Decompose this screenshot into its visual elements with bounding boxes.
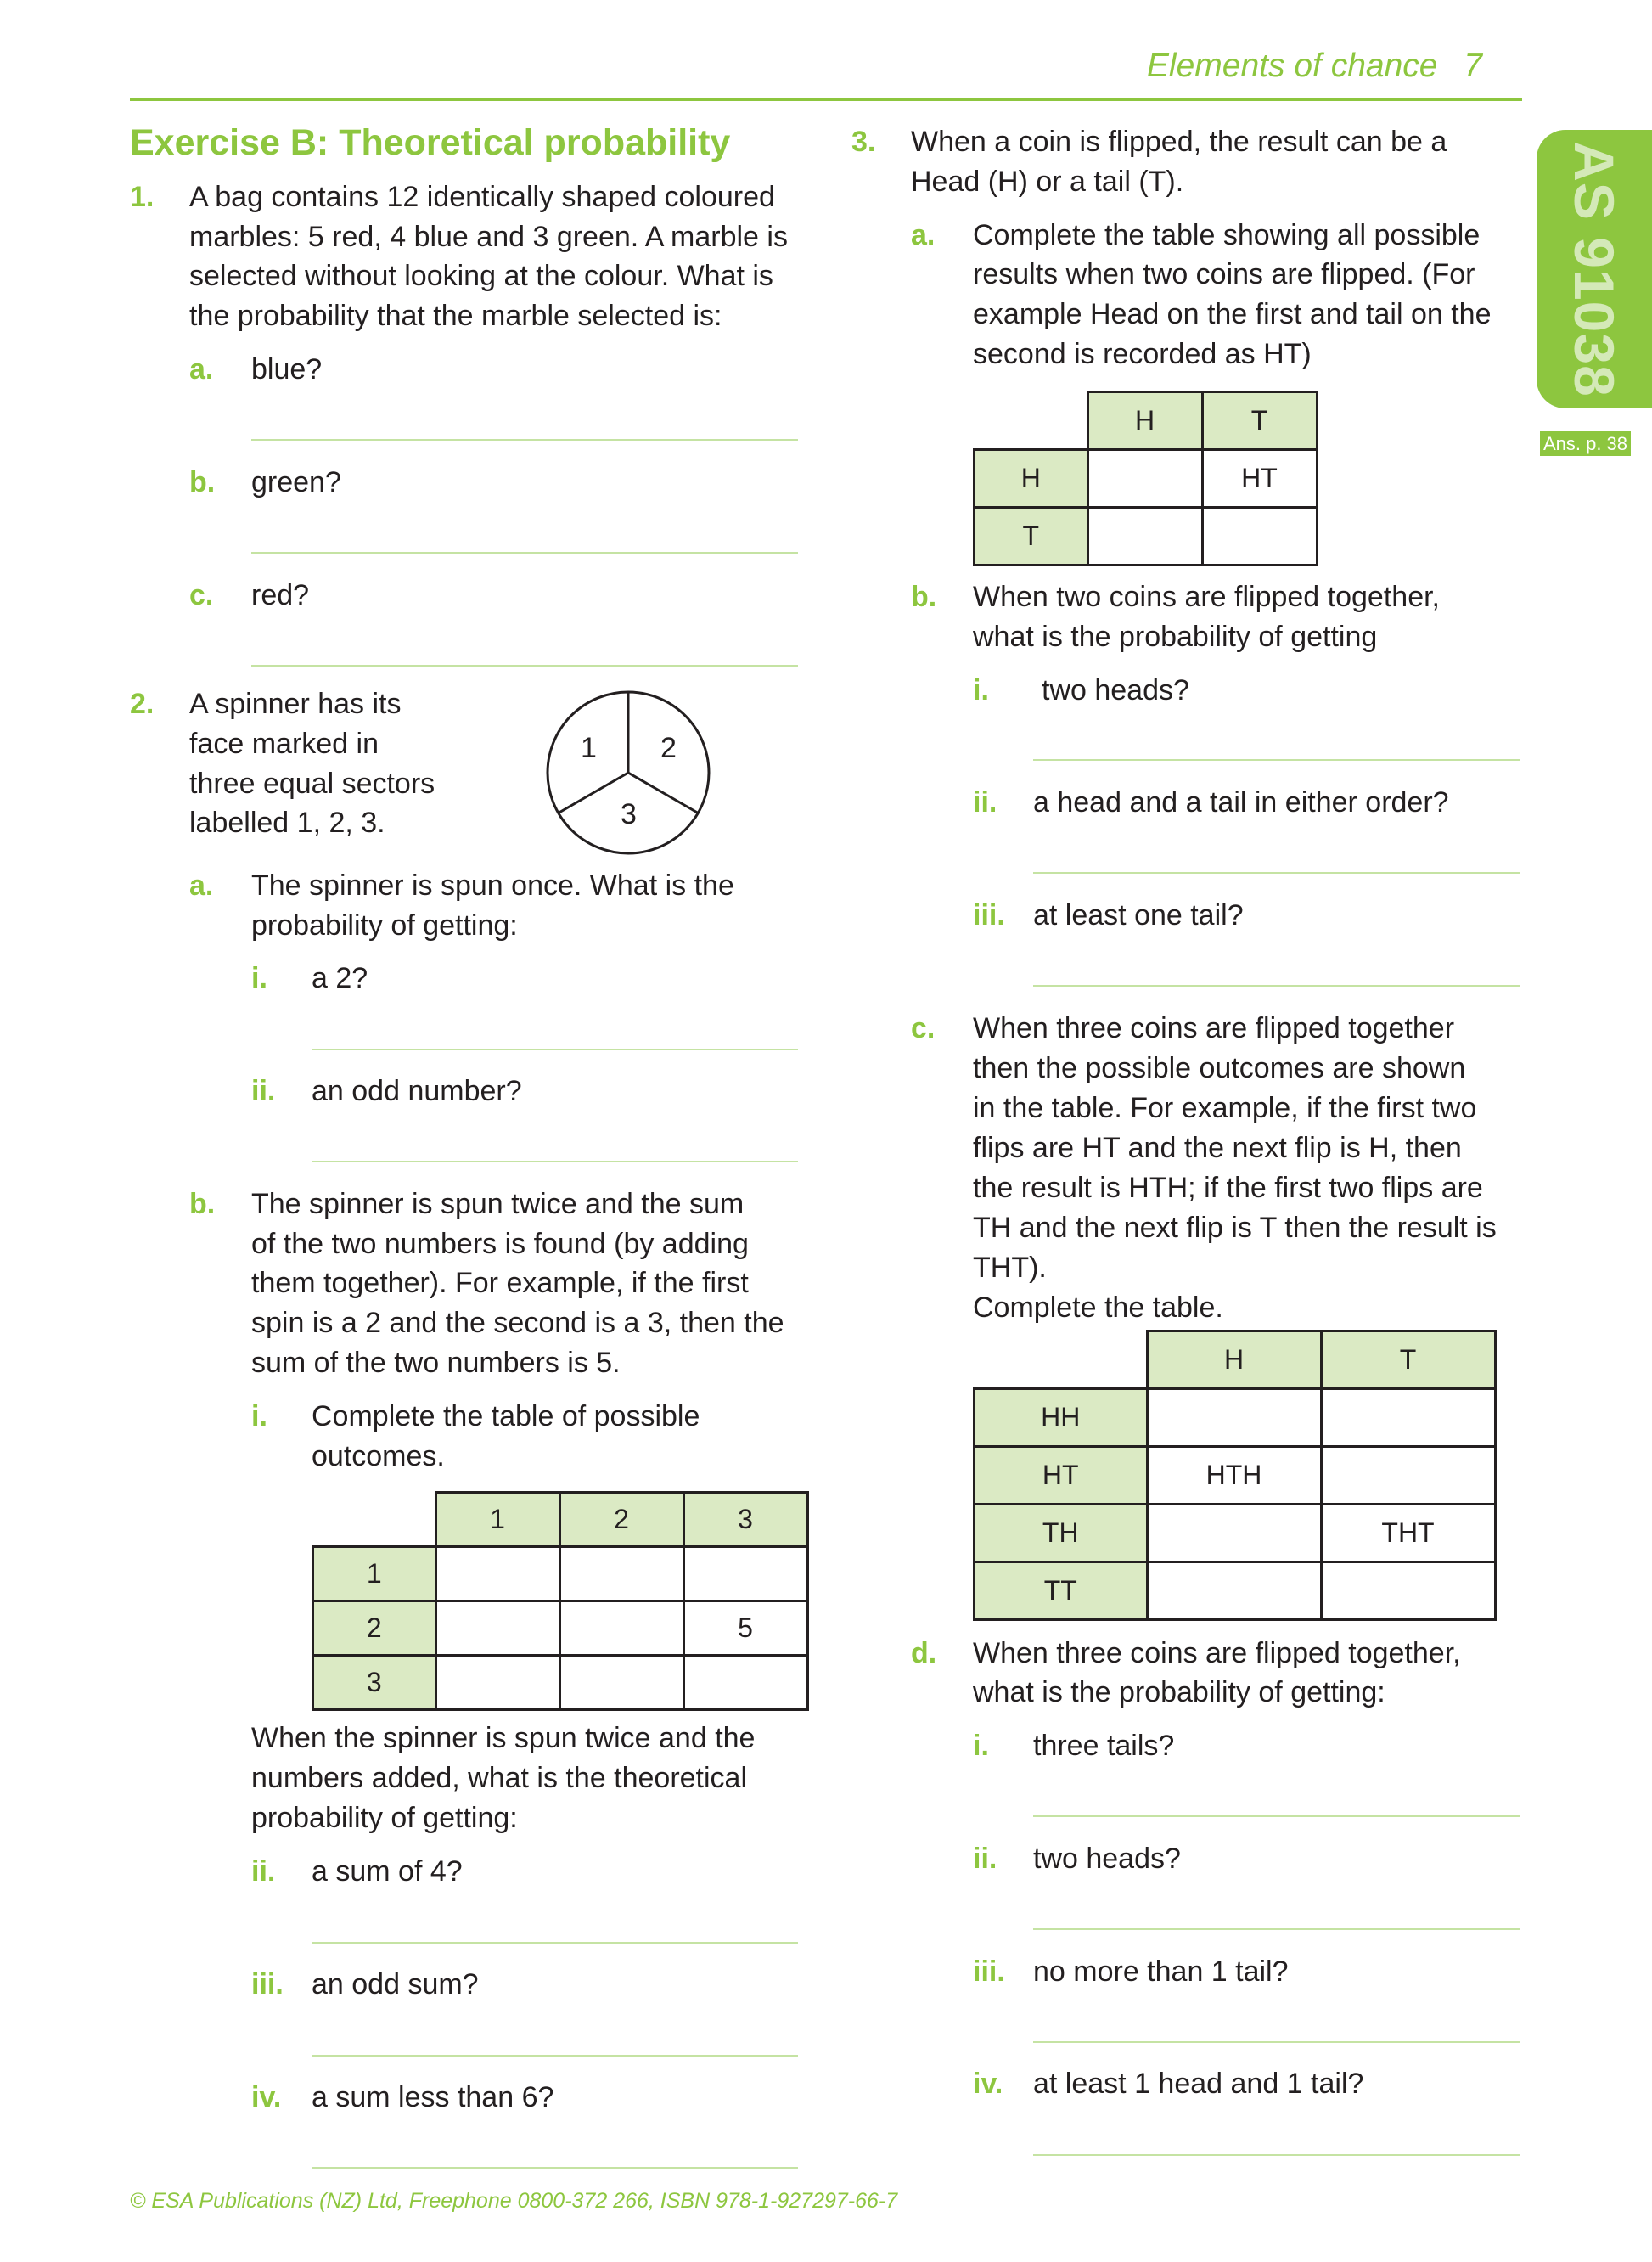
page-number: 7 bbox=[1464, 48, 1482, 84]
q3a-line: Complete the table showing all possible bbox=[973, 219, 1481, 251]
q2b-line: of the two numbers is found (by adding bbox=[251, 1228, 749, 1260]
row-header: TH bbox=[975, 1505, 1148, 1562]
table-cell[interactable] bbox=[1202, 508, 1317, 566]
q2b-iv-text: a sum less than 6? bbox=[312, 2081, 554, 2113]
answer-line[interactable] bbox=[312, 1942, 798, 1944]
table-cell[interactable] bbox=[683, 1547, 807, 1601]
q1-line: selected without looking at the colour. What is bbox=[189, 260, 773, 292]
q2b-label: b. bbox=[189, 1188, 216, 1220]
exercise-title: Exercise B: Theoretical probability bbox=[130, 122, 731, 163]
q1-line: marbles: 5 red, 4 blue and 3 green. A marble is bbox=[189, 221, 788, 253]
row-header: 1 bbox=[313, 1547, 436, 1601]
q2b-followup-line: numbers added, what is the theoretical bbox=[251, 1762, 748, 1794]
q3a-label: a. bbox=[911, 219, 936, 251]
spinner-sector-label: 2 bbox=[660, 732, 677, 764]
answer-line[interactable] bbox=[1033, 759, 1520, 761]
q2a-label: a. bbox=[189, 869, 214, 902]
table-cell[interactable] bbox=[1147, 1505, 1321, 1562]
table-cell[interactable] bbox=[559, 1547, 683, 1601]
q2-line: A spinner has its bbox=[189, 688, 402, 720]
row-header: 2 bbox=[313, 1601, 436, 1656]
q3c-line: Complete the table. bbox=[973, 1291, 1223, 1324]
q2b-i-label: i. bbox=[251, 1400, 267, 1432]
spinner-sector-label: 3 bbox=[621, 798, 637, 830]
running-header bbox=[1147, 48, 1482, 85]
answer-page-ref: Ans. p. 38 bbox=[1540, 431, 1631, 456]
answer-line[interactable] bbox=[312, 1049, 798, 1050]
q3d-iv-label: iv. bbox=[973, 2068, 1003, 2100]
column-header: H bbox=[1147, 1331, 1321, 1389]
q2-line: three equal sectors bbox=[189, 768, 435, 800]
q3d-ii-label: ii. bbox=[973, 1843, 997, 1875]
q3b-label: b. bbox=[911, 581, 937, 613]
q3b-ii-label: ii. bbox=[973, 786, 997, 819]
q3b-i-text: two heads? bbox=[1042, 674, 1189, 706]
answer-line[interactable] bbox=[312, 2055, 798, 2057]
q2b-line: The spinner is spun twice and the sum bbox=[251, 1188, 745, 1220]
q2a-i-text: a 2? bbox=[312, 962, 368, 994]
q1-line: A bag contains 12 identically shaped coloured bbox=[189, 181, 775, 213]
answer-line[interactable] bbox=[1033, 1928, 1520, 1930]
answer-line[interactable] bbox=[312, 1161, 798, 1162]
answer-line[interactable] bbox=[1033, 2154, 1520, 2156]
q3-number: 3. bbox=[851, 126, 876, 158]
q1a-text: blue? bbox=[251, 353, 323, 385]
q2a-line: probability of getting: bbox=[251, 909, 518, 942]
q3b-line: When two coins are flipped together, bbox=[973, 581, 1440, 613]
answer-line[interactable] bbox=[1033, 1815, 1520, 1817]
table-cell[interactable] bbox=[1321, 1389, 1495, 1447]
q2b-line: sum of the two numbers is 5. bbox=[251, 1347, 621, 1379]
q3c-line: THT). bbox=[973, 1252, 1047, 1284]
q1c-label: c. bbox=[189, 579, 214, 611]
q2b-followup-line: probability of getting: bbox=[251, 1802, 518, 1834]
q3c-line: the result is HTH; if the first two flips are bbox=[973, 1172, 1483, 1204]
row-header: HT bbox=[975, 1447, 1148, 1505]
answer-line[interactable] bbox=[251, 552, 798, 554]
q3d-line: When three coins are flipped together, bbox=[973, 1637, 1461, 1669]
table-cell[interactable]: HT bbox=[1202, 450, 1317, 508]
table-cell[interactable] bbox=[1147, 1389, 1321, 1447]
q3d-line: what is the probability of getting: bbox=[973, 1676, 1385, 1708]
q2b-ii-text: a sum of 4? bbox=[312, 1855, 463, 1888]
q2-line: labelled 1, 2, 3. bbox=[189, 807, 385, 839]
q2b-iv-label: iv. bbox=[251, 2081, 282, 2113]
q3b-iii-label: iii. bbox=[973, 899, 1005, 931]
q2a-ii-label: ii. bbox=[251, 1075, 276, 1107]
q3-line: Head (H) or a tail (T). bbox=[911, 166, 1184, 198]
column-header: H bbox=[1087, 392, 1202, 450]
q1a-label: a. bbox=[189, 353, 214, 385]
q3c-line: TH and the next flip is T then the result is bbox=[973, 1212, 1497, 1244]
answer-line[interactable] bbox=[1033, 872, 1520, 874]
q1-line: the probability that the marble selected is: bbox=[189, 300, 722, 332]
q2-number: 2. bbox=[130, 688, 155, 720]
q2a-i-label: i. bbox=[251, 962, 267, 994]
q3d-iii-text: no more than 1 tail? bbox=[1033, 1955, 1289, 1988]
table-cell[interactable] bbox=[1147, 1562, 1321, 1620]
q2a-ii-text: an odd number? bbox=[312, 1075, 522, 1107]
q2b-line: them together). For example, if the first bbox=[251, 1267, 749, 1299]
table-cell[interactable]: HTH bbox=[1147, 1447, 1321, 1505]
q3c-label: c. bbox=[911, 1012, 936, 1044]
answer-line[interactable] bbox=[251, 439, 798, 441]
two-coin-table bbox=[973, 391, 1318, 566]
standard-tab bbox=[1537, 130, 1652, 408]
three-coin-table bbox=[973, 1330, 1497, 1621]
row-header: 3 bbox=[313, 1656, 436, 1710]
spinner-sector-label: 1 bbox=[581, 732, 597, 764]
table-cell[interactable] bbox=[435, 1656, 559, 1710]
answer-line[interactable] bbox=[1033, 2041, 1520, 2043]
q2b-i-line: outcomes. bbox=[312, 1440, 445, 1472]
q2b-line: spin is a 2 and the second is a 3, then the bbox=[251, 1307, 784, 1339]
q3a-line: results when two coins are flipped. (For bbox=[973, 258, 1475, 290]
standard-code: AS 91038 bbox=[1563, 141, 1626, 397]
q2b-i-line: Complete the table of possible bbox=[312, 1400, 700, 1432]
column-header: T bbox=[1321, 1331, 1495, 1389]
table-cell[interactable] bbox=[1087, 450, 1202, 508]
q1b-text: green? bbox=[251, 466, 341, 498]
q3a-line: example Head on the first and tail on the bbox=[973, 298, 1492, 330]
row-header: TT bbox=[975, 1562, 1148, 1620]
table-cell[interactable] bbox=[559, 1656, 683, 1710]
q3c-line: in the table. For example, if the first two bbox=[973, 1092, 1477, 1124]
q3d-i-text: three tails? bbox=[1033, 1730, 1175, 1762]
q3c-line: then the possible outcomes are shown bbox=[973, 1052, 1466, 1084]
answer-line[interactable] bbox=[312, 2167, 798, 2169]
q3a-line: second is recorded as HT) bbox=[973, 338, 1312, 370]
table-cell[interactable] bbox=[435, 1547, 559, 1601]
header-rule bbox=[130, 98, 1522, 101]
q3b-iii-text: at least one tail? bbox=[1033, 899, 1244, 931]
column-header: 2 bbox=[559, 1493, 683, 1547]
table-corner bbox=[313, 1493, 436, 1547]
q2a-line: The spinner is spun once. What is the bbox=[251, 869, 734, 902]
q1-number: 1. bbox=[130, 181, 155, 213]
row-header: T bbox=[975, 508, 1088, 566]
q2b-followup-line: When the spinner is spun twice and the bbox=[251, 1722, 756, 1754]
table-cell[interactable]: THT bbox=[1321, 1505, 1495, 1562]
table-corner bbox=[975, 392, 1088, 450]
table-corner bbox=[975, 1331, 1148, 1389]
q1c-text: red? bbox=[251, 579, 310, 611]
table-cell[interactable] bbox=[1321, 1447, 1495, 1505]
q3d-i-label: i. bbox=[973, 1730, 989, 1762]
q2-line: face marked in bbox=[189, 728, 379, 760]
table-cell[interactable]: 5 bbox=[683, 1601, 807, 1656]
row-header: HH bbox=[975, 1389, 1148, 1447]
footer-copyright: © ESA Publications (NZ) Ltd, Freephone 0800-372 266, ISBN 978-1-927297-66-7 bbox=[130, 2189, 898, 2213]
table-cell[interactable] bbox=[435, 1601, 559, 1656]
answer-line[interactable] bbox=[1033, 985, 1520, 987]
q3b-ii-text: a head and a tail in either order? bbox=[1033, 786, 1449, 819]
row-header: H bbox=[975, 450, 1088, 508]
table-cell[interactable] bbox=[683, 1656, 807, 1710]
q2b-ii-label: ii. bbox=[251, 1855, 276, 1888]
q2b-iii-text: an odd sum? bbox=[312, 1968, 479, 2000]
q3-line: When a coin is flipped, the result can be a bbox=[911, 126, 1447, 158]
q3d-ii-text: two heads? bbox=[1033, 1843, 1181, 1875]
column-header: T bbox=[1202, 392, 1317, 450]
q3d-iii-label: iii. bbox=[973, 1955, 1005, 1988]
q3b-line: what is the probability of getting bbox=[973, 621, 1378, 653]
q3c-line: When three coins are flipped together bbox=[973, 1012, 1455, 1044]
q3b-i-label: i. bbox=[973, 674, 989, 706]
q3d-iv-text: at least 1 head and 1 tail? bbox=[1033, 2068, 1364, 2100]
column-header: 1 bbox=[435, 1493, 559, 1547]
table-cell[interactable] bbox=[1087, 508, 1202, 566]
column-header: 3 bbox=[683, 1493, 807, 1547]
table-cell[interactable] bbox=[1321, 1562, 1495, 1620]
q1b-label: b. bbox=[189, 466, 216, 498]
q3d-label: d. bbox=[911, 1637, 937, 1669]
chapter-title: Elements of chance bbox=[1146, 48, 1438, 84]
spinner-sum-table bbox=[312, 1491, 809, 1711]
answer-line[interactable] bbox=[251, 665, 798, 667]
table-cell[interactable] bbox=[559, 1601, 683, 1656]
q2b-iii-label: iii. bbox=[251, 1968, 284, 2000]
q3c-line: flips are HT and the next flip is H, then bbox=[973, 1132, 1462, 1164]
